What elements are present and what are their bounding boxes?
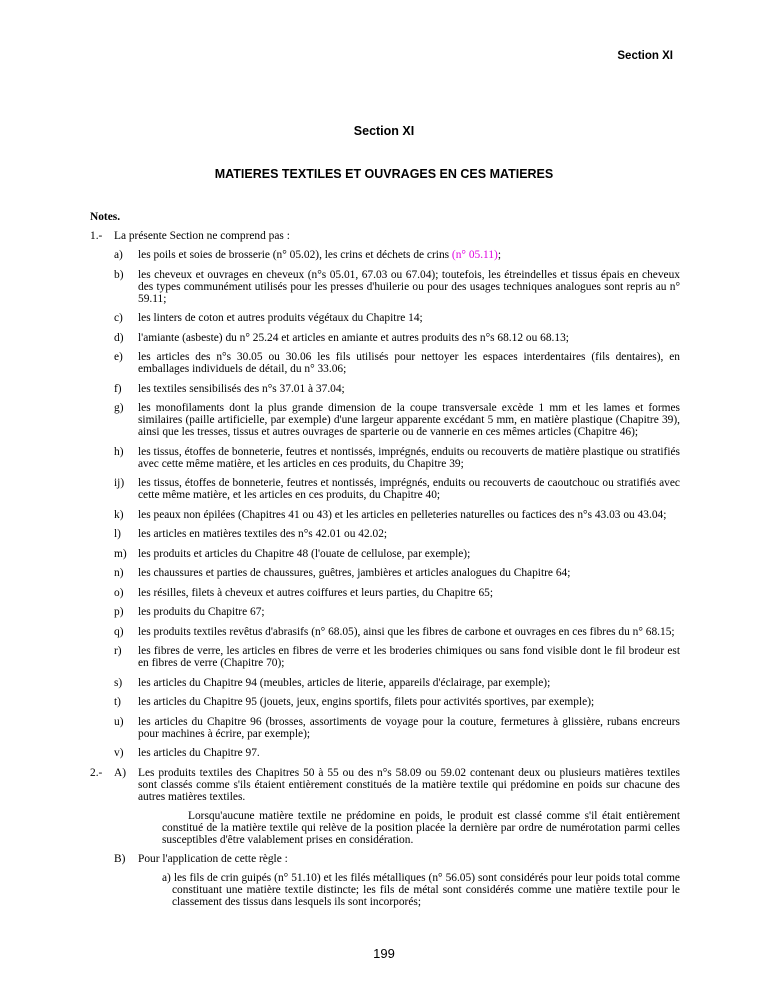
item-text: les résilles, filets à cheveux et autres coiffures et leurs parties, du Chapitre 65;	[138, 586, 493, 599]
item-label: h)	[114, 445, 124, 458]
list-item	[90, 269, 680, 305]
page-number: 199	[373, 946, 395, 961]
note-number: 1.-	[90, 230, 103, 242]
item-text: Les produits textiles des Chapitres 50 à 55 ou des n°s 58.09 ou 59.02 contenant deux ou plusieurs matières textiles sont classés comme s'ils étaient entièrement constitués de la matière textile qui prédomine en poids sur chacune des autres matières textiles.	[138, 766, 680, 803]
list-item	[90, 548, 680, 560]
item-label: q)	[114, 625, 124, 638]
item-label: g)	[114, 402, 124, 414]
item-label: t)	[114, 696, 121, 708]
paragraph: Lorsqu'aucune matière textile ne prédomine en poids, le produit est classé comme s'il était entièrement constitué de la matière textile qui relève de la position placée la dernière par ordre de numérotation parmi celles susceptibles d'être valablement prises en considération.	[162, 809, 680, 846]
list-item	[90, 249, 680, 261]
list-item	[90, 567, 680, 579]
item-label: v)	[114, 747, 124, 759]
list-item	[90, 528, 680, 540]
list-item	[90, 332, 680, 344]
list-item	[90, 606, 680, 618]
item-label: p)	[114, 606, 124, 618]
item-text: l'amiante (asbeste) du n° 25.24 et articles en amiante et autres produits des n°s 68.12 ou 68.13;	[138, 331, 569, 344]
item-text: les tissus, étoffes de bonneterie, feutres et nontissés, imprégnés, enduits ou recouverts de caoutchouc ou stratifiés avec cette même matière, et les articles en ces produits, du Chapitre 40;	[138, 477, 680, 501]
item-text: les cheveux et ouvrages en cheveux (n°s 05.01, 67.03 ou 67.04); toutefois, les étreindelles et tissus épais en cheveux des types communément utilisés pour les presses d'huilerie ou pour des usages techniques analogues sont repris au n° 59.11;	[138, 268, 680, 305]
sub-item: a) les fils de crin guipés (n° 51.10) et les filés métalliques (n° 56.05) sont considérés pour leur poids total comme constituant une matière textile distincte; les fils de métal sont considérés comme une matière textile pour le classement des tissus dans lesquels ils sont incorporés;	[162, 872, 680, 908]
item-text: les produits et articles du Chapitre 48 (l'ouate de cellulose, par exemple);	[138, 547, 471, 560]
item-label: a)	[114, 249, 123, 261]
item-text: les produits du Chapitre 67;	[138, 606, 265, 618]
item-text: les articles du Chapitre 94 (meubles, articles de literie, appareils d'éclairage, par exemple);	[138, 676, 551, 689]
list-item	[90, 402, 680, 438]
item-label: c)	[114, 312, 123, 324]
note-1-list	[90, 249, 680, 759]
notes-heading: Notes.	[90, 211, 121, 223]
item-label: e)	[114, 351, 123, 363]
list-item	[90, 446, 680, 470]
list-item	[90, 312, 680, 324]
item-text: les articles du Chapitre 95 (jouets, jeux, engins sportifs, filets pour activités sportives, par exemple);	[138, 696, 595, 708]
list-item	[90, 351, 680, 375]
item-text: les articles en matières textiles des n°s 42.01 ou 42.02;	[138, 528, 388, 540]
section-title: Section XI	[353, 124, 415, 138]
note-1-intro	[90, 230, 680, 242]
list-item	[90, 477, 680, 501]
item-label: n)	[114, 567, 124, 579]
note-text: La présente Section ne comprend pas :	[114, 230, 290, 242]
list-item	[90, 716, 680, 740]
item-text-main: les poils et soies de brosserie (n° 05.02), les crins et déchets de crins	[138, 249, 452, 261]
item-label: s)	[114, 676, 123, 689]
running-header: Section XI	[617, 50, 673, 62]
item-label: o)	[114, 586, 124, 599]
item-text: les linters de coton et autres produits végétaux du Chapitre 14;	[138, 312, 423, 324]
note-2-a	[90, 767, 680, 803]
page-title: MATIERES TEXTILES ET OUVRAGES EN CES MATIERES	[214, 167, 554, 181]
item-text: les fibres de verre, les articles en fibres de verre et les broderies chimiques ou sans fond visible dont le fil brodeur est en fibres de verre (Chapitre 70);	[138, 645, 680, 669]
item-label: l)	[114, 528, 121, 540]
item-text: les peaux non épilées (Chapitres 41 ou 43) et les articles en pelleteries naturelles ou factices des n°s 43.03 ou 43.04;	[138, 508, 667, 521]
list-item	[90, 677, 680, 689]
item-label: r)	[114, 645, 122, 657]
item-text: les tissus, étoffes de bonneterie, feutres et nontissés, imprégnés, enduits ou recouverts de matière plastique ou stratifiés avec cette même matière, et les articles en ces produits, du Chapitre 39;	[138, 445, 680, 470]
item-text: les textiles sensibilisés des n°s 37.01 à 37.04;	[138, 382, 345, 395]
item-label: B)	[114, 852, 126, 865]
item-text: les chaussures et parties de chaussures, guêtres, jambières et articles analogues du Chapitre 64;	[138, 567, 571, 579]
item-text-tail: ;	[497, 249, 501, 261]
item-label: A)	[114, 766, 127, 779]
notes-body	[90, 211, 680, 914]
item-label: f)	[114, 382, 122, 395]
note-number: 2.-	[90, 766, 103, 779]
item-text: les produits textiles revêtus d'abrasifs (n° 68.05), ainsi que les fibres de carbone et ouvrages en ces fibres du n° 68.15;	[138, 625, 675, 638]
item-label: d)	[114, 331, 124, 344]
item-label: b)	[114, 268, 124, 281]
list-item	[90, 747, 680, 759]
item-text: les articles des n°s 30.05 ou 30.06 les fils utilisés pour nettoyer les espaces interdentaires (fils dentaires), en emballages individuels de détail, du n° 33.06;	[138, 351, 680, 375]
item-label: ij)	[114, 477, 125, 489]
note-2-b	[90, 853, 680, 865]
item-label: u)	[114, 715, 124, 728]
list-item	[90, 587, 680, 599]
item-label: m)	[114, 547, 127, 560]
item-text: les articles du Chapitre 96 (brosses, assortiments de voyage pour la couture, fermetures à glissière, rubans encreurs pour machines à écrire, par exemple);	[138, 715, 680, 740]
list-item	[90, 509, 680, 521]
item-text	[138, 249, 680, 261]
list-item	[90, 383, 680, 395]
heading-link[interactable]: (n° 05.11)	[451, 249, 498, 261]
list-item	[90, 645, 680, 669]
item-text: Pour l'application de cette règle :	[138, 852, 288, 865]
list-item	[90, 626, 680, 638]
item-text: les monofilaments dont la plus grande dimension de la coupe transversale excède 1 mm et les lames et formes similaires (paille artificielle, par exemple) d'une largeur apparente excédant 5 mm, en matière plastique (Chapitre 39), ainsi que les tresses, tissus et autres ouvrages de sparterie ou de vannerie en ces mêmes articles (Chapitre 46);	[138, 402, 680, 438]
list-item	[90, 696, 680, 708]
item-label: k)	[114, 508, 124, 521]
item-text: les articles du Chapitre 97.	[138, 747, 260, 759]
